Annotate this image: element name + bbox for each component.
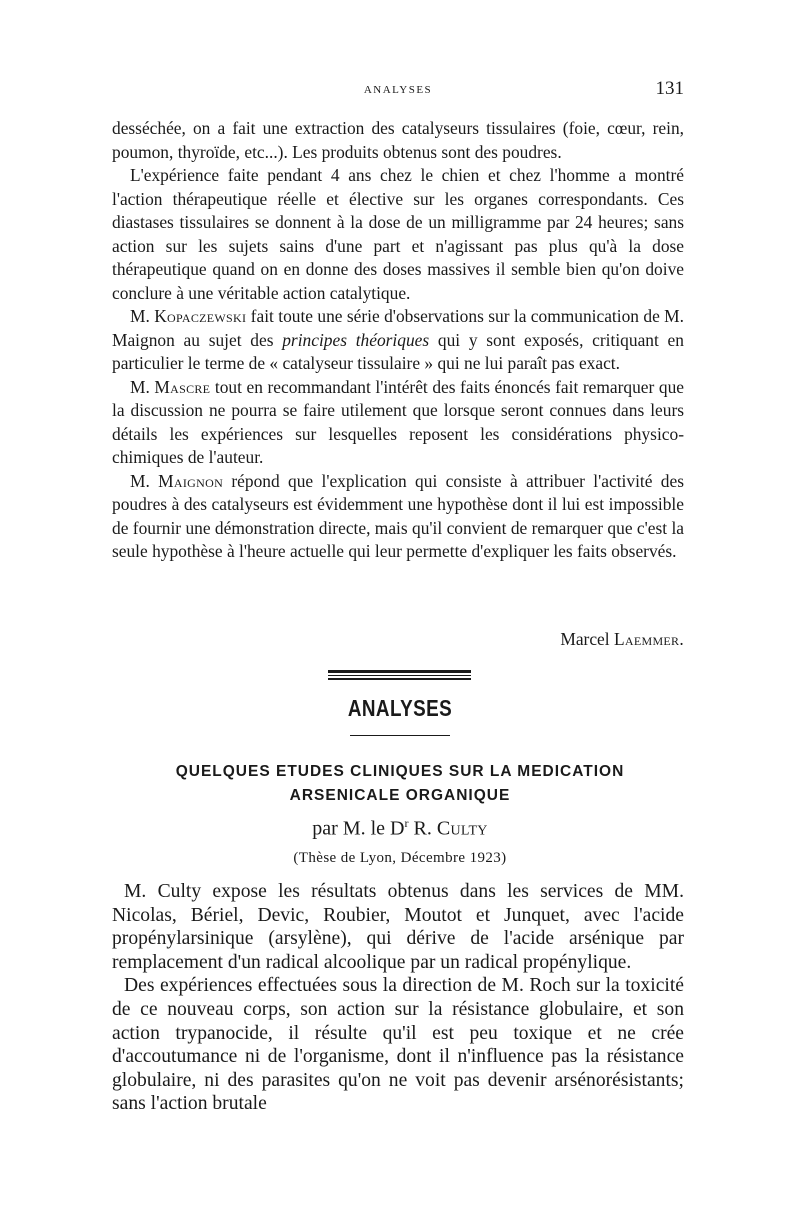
section-divider xyxy=(328,675,471,676)
paragraph-text: fait toute une série d'observations sur la communication de M. Maignon au sujet des xyxy=(112,306,684,350)
byline-initial: R. xyxy=(408,817,437,840)
page-number: 131 xyxy=(655,78,684,99)
signature-last-name: Laemmer. xyxy=(613,629,684,649)
speaker-title: M. xyxy=(130,306,155,326)
signature-first-name: Marcel xyxy=(560,629,614,649)
italic-phrase: principes théoriques xyxy=(282,329,430,350)
paragraph-5 xyxy=(112,470,684,564)
article-title-line: QUELQUES ETUDES CLINIQUES SUR LA MEDICATION xyxy=(175,763,625,780)
speaker-title: M. xyxy=(130,376,155,397)
discussion-text xyxy=(112,117,684,564)
article-paragraph-1: M. Culty expose les résultats obtenus dans les services de MM. Nicolas, Bériel, Devic, Roubier, Moutot et Junquet, avec l'acide propénylarsinique (arsylène), qui dérive de l'acide arsénique par remplacement d'un radical alcoolique par un radical propénylique. xyxy=(112,881,684,973)
article-byline xyxy=(0,816,800,841)
paragraph-4 xyxy=(112,376,684,470)
article-title-line: ARSENICALE ORGANIQUE xyxy=(289,787,511,804)
paragraph-2: L'expérience faite pendant 4 ans chez le chien et chez l'homme a montré l'action thérapeutique réelle et élective sur les organes correspondants. Ces diastases tissulaires se donnent à la dose de un milligramme par 24 heures; sans action sur les sujets sains d'une part et n'agissant pas plus qu'à la dose thérapeutique quand on en donne des doses massives il semble bien qu'on doive conclure à une véritable action catalytique. xyxy=(112,165,684,303)
running-head xyxy=(112,80,684,104)
article-paragraph-2: Des expériences effectuées sous la direction de M. Roch sur la toxicité de ce nouveau corps, son action sur la résistance globulaire, et son action trypanocide, il résulte qu'il est peu toxique et ne crée d'accoutumance ni de l'organisme, dont il n'influence pas la résistance globulaire, ni des parasites qu'on ne voit pas devenir arsénorésistants; sans l'action brutale xyxy=(112,975,684,1115)
byline-author: Culty xyxy=(436,817,488,840)
speaker-name: Maignon xyxy=(158,470,224,491)
running-title: ANALYSES xyxy=(363,84,433,96)
article-body xyxy=(112,880,684,1116)
author-signature xyxy=(560,629,684,650)
heading-underline xyxy=(350,735,450,736)
paragraph-text: tout en recommandant l'intérêt des faits énoncés fait remarquer que la discussion ne pourra se faire utilement que lorsque seront connues dans leurs détails les expériences sur lesquelles reposent les considérations physico-chimiques de l'auteur. xyxy=(112,376,684,467)
paragraph-text: qui y sont exposés, critiquant en particulier le terme de « catalyseur tissulaire » qui ne lui paraît pas exact. xyxy=(112,329,684,373)
section-heading: ANALYSES xyxy=(347,695,453,721)
paragraph-1: desséchée, on a fait une extraction des catalyseurs tissulaires (foie, cœur, rein, poumon, thyroïde, etc...). Les produits obtenus sont des poudres. xyxy=(112,118,684,162)
section-divider xyxy=(328,678,471,680)
byline-superscript: r xyxy=(404,816,409,830)
thesis-citation: (Thèse de Lyon, Décembre 1923) xyxy=(293,850,507,866)
paragraph-3 xyxy=(112,305,684,376)
paragraph-text: répond que l'explication qui consiste à attribuer l'activité des poudres à des catalyseurs est évidemment une hypothèse dont il lui est impossible de fournir une démonstration directe, mais qu'il convient de remarquer que c'est la seule hypothèse à l'heure actuelle qui leur permette d'expliquer les faits observés. xyxy=(112,470,684,561)
article-title xyxy=(112,760,688,808)
section-divider xyxy=(328,670,471,673)
speaker-name: Kopaczewski xyxy=(154,306,247,326)
byline-prefix: par M. le D xyxy=(312,817,405,840)
speaker-name: Mascre xyxy=(154,376,211,397)
speaker-title: M. xyxy=(130,470,159,491)
